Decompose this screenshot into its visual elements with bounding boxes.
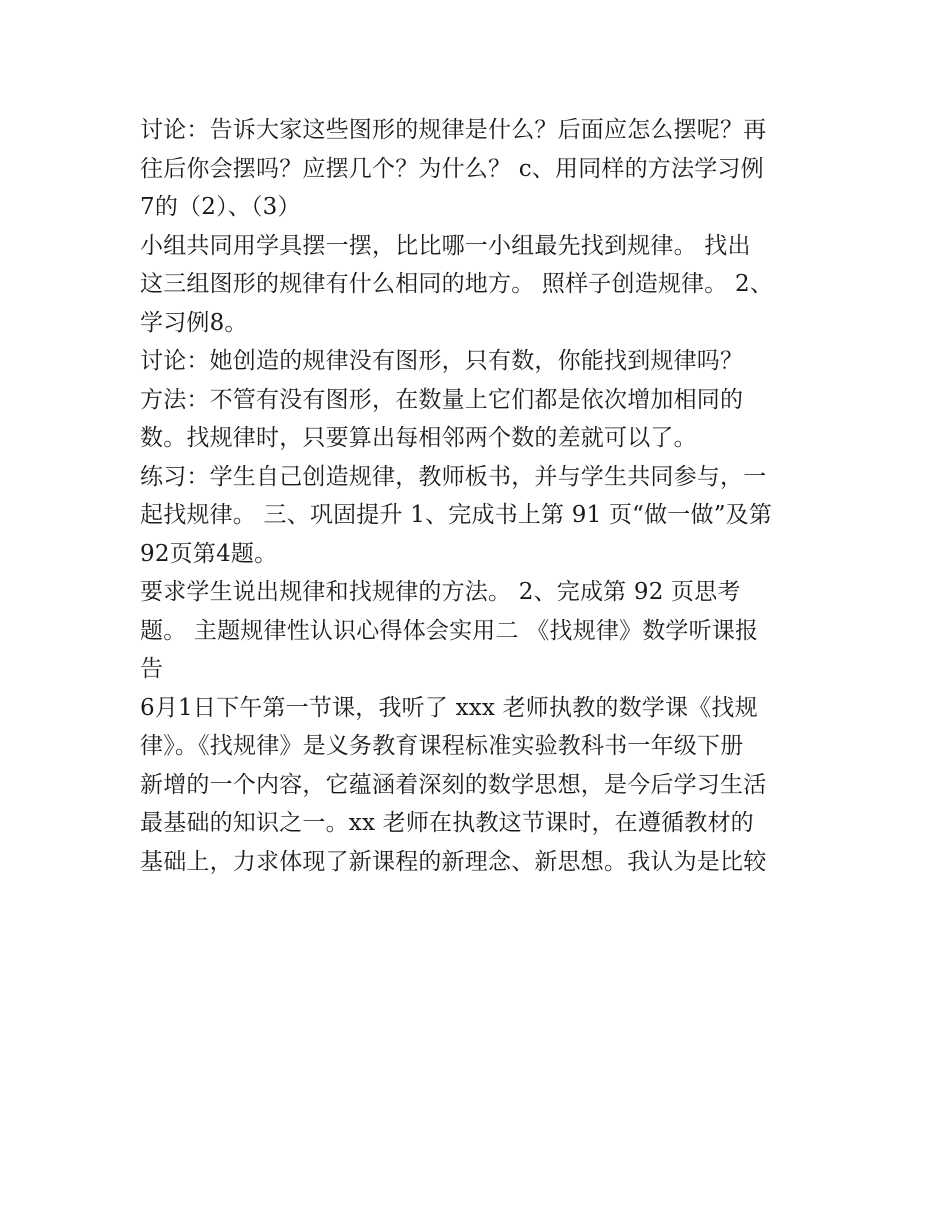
text-line: 题。 主题规律性认识心得体会实用二 《找规律》数学听课报 [140, 617, 759, 644]
text-line: 基础上，力求体现了新课程的新理念、新思想。我认为是比较 [140, 848, 767, 875]
text-line: 讨论：她创造的规律没有图形，只有数，你能找到规律吗？ [140, 348, 744, 374]
text-line: 讨论：告诉大家这些图形的规律是什么？后面应怎么摆呢？再 [140, 117, 767, 143]
text-line: 告 [140, 656, 164, 682]
text-line: 7的（2）、（3） [140, 194, 301, 220]
text-line: 方法：不管有没有图形，在数量上它们都是依次增加相同的 [140, 386, 744, 413]
text-line: 练习：学生自己创造规律，教师板书，并与学生共同参与，一 [140, 463, 767, 490]
text-line: 律》。《找规律》是义务教育课程标准实验教科书一年级下册 [140, 733, 744, 759]
text-line: 这三组图形的规律有什么相同的地方。 照样子创造规律。 2、 [140, 271, 774, 297]
text-line: 数。找规律时，只要算出每相邻两个数的差就可以了。 [140, 425, 697, 451]
text-line: 6月1日下午第一节课，我听了 xxx 老师执教的数学课《找规 [140, 694, 758, 721]
document-body [140, 111, 820, 881]
text-line: 新增的一个内容，它蕴涵着深刻的数学思想，是今后学习生活 [140, 771, 767, 798]
text-line: 学习例8。 [140, 309, 248, 336]
text-line: 起找规律。 三、巩固提升 1、完成书上第 91 页“做一做”及第 [140, 502, 773, 528]
text-line: 往后你会摆吗？应摆几个？为什么？ c、用同样的方法学习例 [140, 155, 764, 182]
text-line: 小组共同用学具摆一摆，比比哪一小组最先找到规律。 找出 [140, 232, 751, 259]
text-line: 92页第4题。 [140, 540, 278, 567]
text-line: 要求学生说出规律和找规律的方法。 2、完成第 92 页思考 [140, 579, 741, 605]
text-line: 最基础的知识之一。xx 老师在执教这节课时，在遵循教材的 [140, 810, 754, 836]
